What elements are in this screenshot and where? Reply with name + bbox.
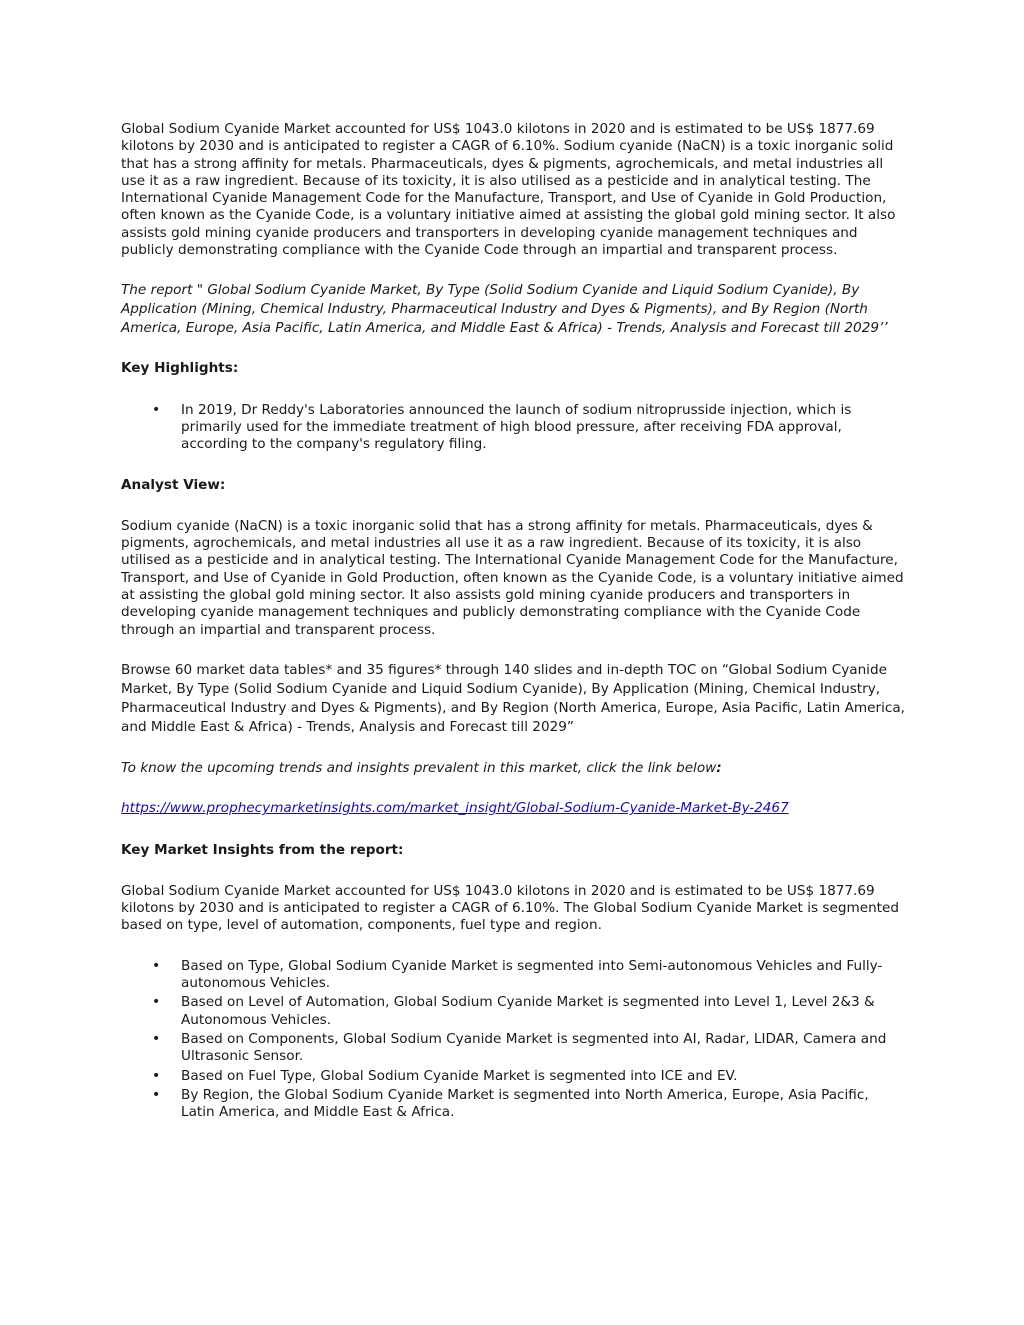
list-item-text: Based on Level of Automation, Global Sodium Cyanide Market is segmented into Level 1, Level 2&3 & Autonomous Vehicles.	[181, 994, 875, 1028]
intro-paragraph: Global Sodium Cyanide Market accounted for US$ 1043.0 kilotons in 2020 and is estimated to be US$ 1877.69 kilotons by 2030 and is anticipated to register a CAGR of 6.10%. Sodium cyanide (NaCN) is a toxic inorganic solid that has a strong affinity for metals. Pharmaceuticals, dyes & pigments, agrochemicals, and metal industries all use it as a raw ingredient. Because of its toxicity, it is also utilised as a pesticide and in analytical testing. The International Cyanide Management Code for the Manufacture, Transport, and Use of Cyanide in Gold Production, often known as the Cyanide Code, is a voluntary initiative aimed at assisting the global gold mining sector. It also assists gold mining cyanide producers and transporters in developing cyanide management techniques and publicly demonstrating compliance with the Cyanide Code through an impartial and transparent process.	[121, 121, 896, 259]
cta-text: To know the upcoming trends and insights prevalent in this market, click the link below	[121, 759, 717, 776]
list-item	[152, 957, 906, 993]
list-item	[152, 994, 906, 1029]
cta-colon: :	[716, 759, 722, 776]
analyst-view-paragraph: Sodium cyanide (NaCN) is a toxic inorganic solid that has a strong affinity for metals. Pharmaceuticals, dyes & pigments, agrochemicals, and metal industries all use it as a raw ingredient. Because of its toxicity, it is also utilised as a pesticide and in analytical testing. The International Cyanide Management Code for the Manufacture, Transport, and Use of Cyanide in Gold Production, often known as the Cyanide Code, is a voluntary initiative aimed at assisting the global gold mining sector. It also assists gold mining cyanide producers and transporters in developing cyanide management techniques and publicly demonstrating compliance with the Cyanide Code through an impartial and transparent process.	[121, 517, 904, 638]
list-item-text: Based on Components, Global Sodium Cyanide Market is segmented into AI, Radar, LIDAR, Camera and Ultrasonic Sensor.	[181, 1030, 887, 1065]
report-link[interactable]: https://www.prophecymarketinsights.com/market_insight/Global-Sodium-Cyanide-Market-By-2467	[121, 800, 789, 817]
bullet-icon: •	[152, 957, 161, 974]
bullet-icon: •	[152, 401, 161, 418]
list-item-text: Based on Type, Global Sodium Cyanide Market is segmented into Semi-autonomous Vehicles and Fully-autonomous Vehicles.	[181, 957, 883, 992]
document-page	[121, 121, 906, 1144]
list-item	[152, 401, 906, 454]
list-item	[152, 1086, 906, 1122]
key-market-insights-list	[121, 958, 906, 1122]
bullet-icon: •	[152, 1086, 161, 1103]
browse-paragraph: Browse 60 market data tables* and 35 figures* through 140 slides and in-depth TOC on “Global Sodium Cyanide Market, By Type (Solid Sodium Cyanide and Liquid Sodium Cyanide), By Application (Mining, Chemical Industry, Pharmaceutical Industry and Dyes & Pigments), and By Region (North America, Europe, Asia Pacific, Latin America, and Middle East & Africa) - Trends, Analysis and Forecast till 2029”	[121, 661, 905, 735]
key-highlights-heading: Key Highlights:	[121, 360, 239, 377]
report-title-paragraph: The report " Global Sodium Cyanide Market, By Type (Solid Sodium Cyanide and Liquid Sodium Cyanide), By Application (Mining, Chemical Industry, Pharmaceutical Industry and Dyes & Pigments), and By Region (North America, Europe, Asia Pacific, Latin America, and Middle East & Africa) - Trends, Analysis and Forecast till 2029’’	[121, 282, 888, 337]
cta-paragraph	[121, 760, 906, 777]
list-item-text: By Region, the Global Sodium Cyanide Market is segmented into North America, Europe, Asia Pacific, Latin America, and Middle East & Africa.	[181, 1086, 869, 1121]
bullet-icon: •	[152, 1067, 161, 1084]
key-market-insights-heading: Key Market Insights from the report:	[121, 841, 404, 858]
list-item	[152, 1067, 906, 1085]
bullet-icon: •	[152, 1030, 161, 1047]
list-item-text: In 2019, Dr Reddy's Laboratories announced the launch of sodium nitroprusside injection, which is primarily used for the immediate treatment of high blood pressure, after receiving FDA approval, according to the company's regulatory filing.	[181, 401, 852, 453]
list-item	[152, 1030, 906, 1066]
key-market-insights-paragraph: Global Sodium Cyanide Market accounted for US$ 1043.0 kilotons in 2020 and is estimated to be US$ 1877.69 kilotons by 2030 and is anticipated to register a CAGR of 6.10%. The Global Sodium Cyanide Market is segmented based on type, level of automation, components, fuel type and region.	[121, 882, 900, 934]
bullet-icon: •	[152, 994, 161, 1011]
analyst-view-heading: Analyst View:	[121, 476, 226, 493]
key-highlights-list	[121, 402, 906, 454]
list-item-text: Based on Fuel Type, Global Sodium Cyanide Market is segmented into ICE and EV.	[181, 1067, 738, 1084]
